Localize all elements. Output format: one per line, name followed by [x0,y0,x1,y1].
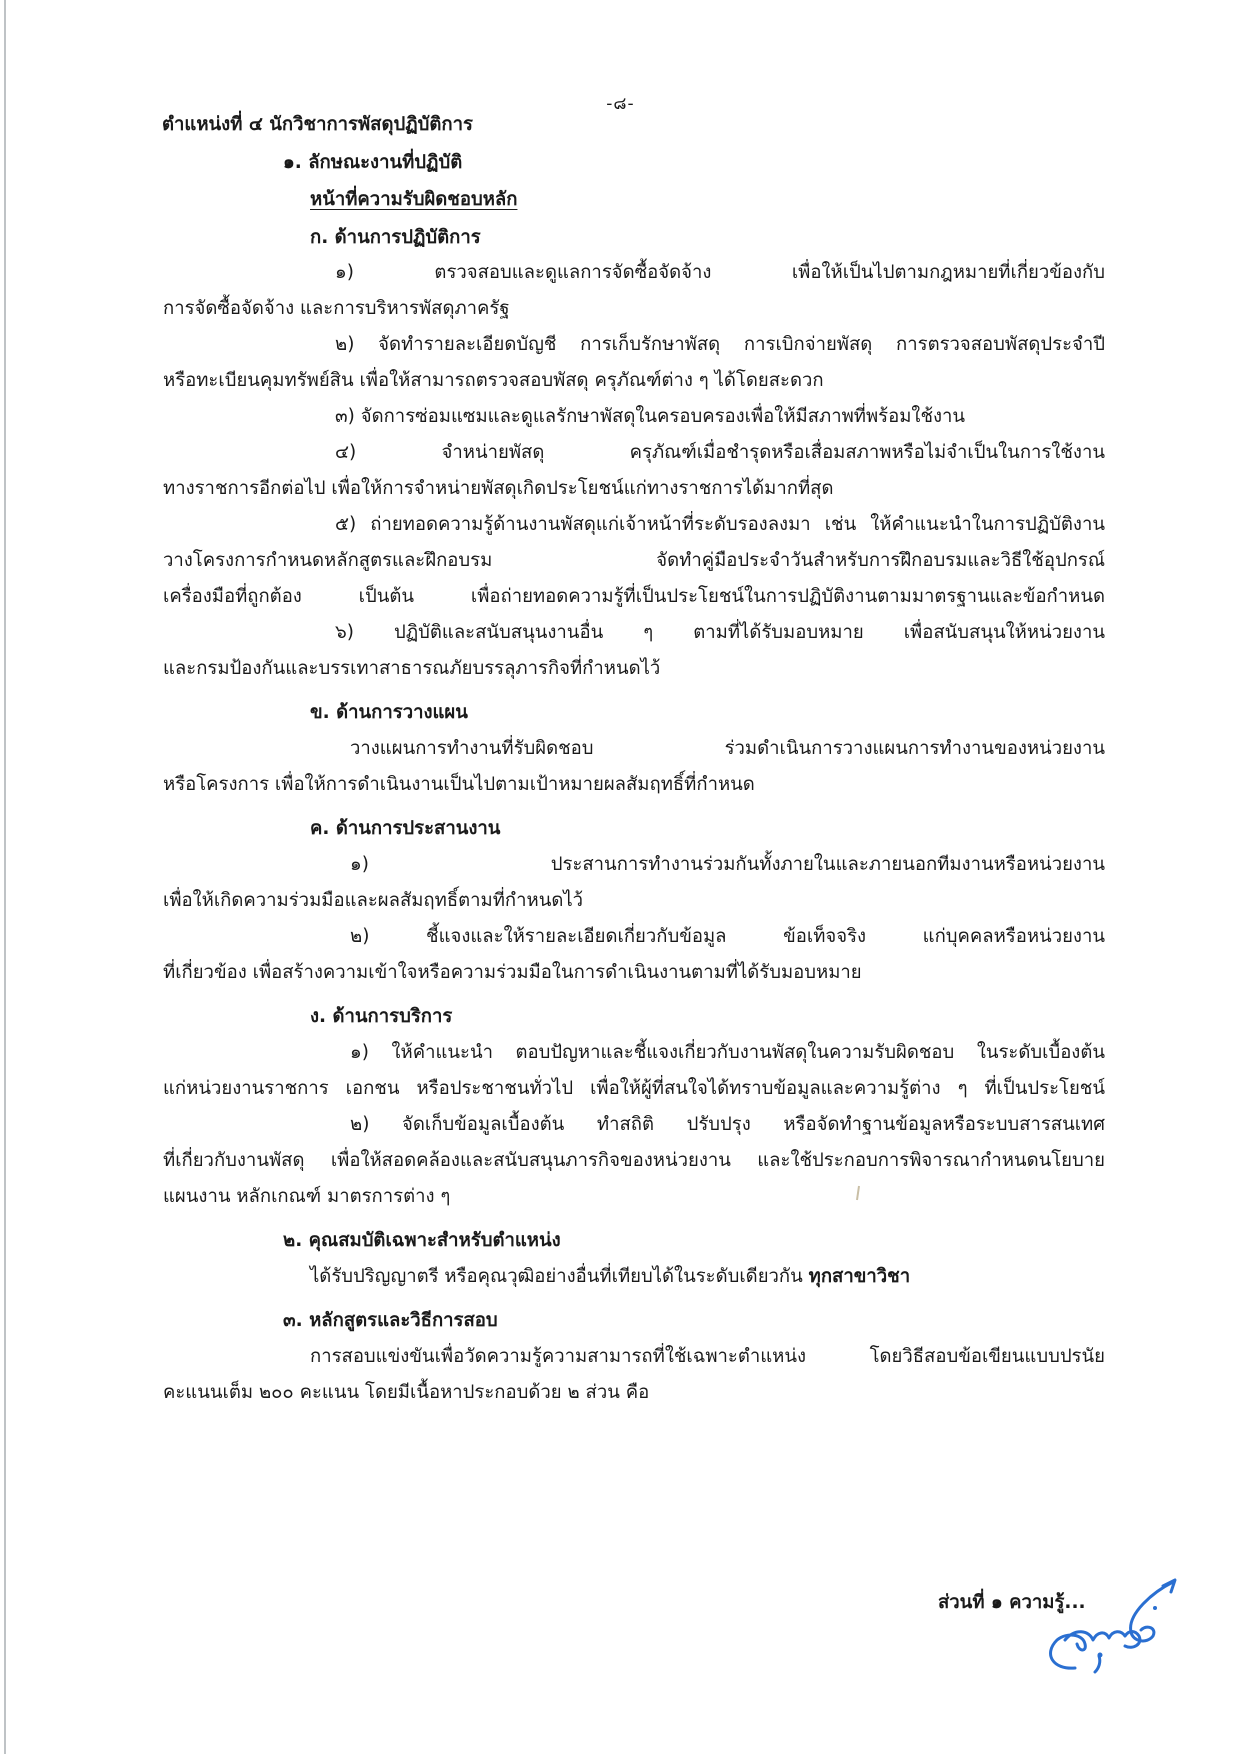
ops-item-5-line-1: ๕) ถ่ายทอดความรู้ด้านงานพัสดุแก่เจ้าหน้าที่ระดับรองลงมา เช่น ให้คำแนะนำในการปฏิบัติงาน [335,514,1105,535]
ops-item-6-line-1: ๖) ปฏิบัติและสนับสนุนงานอื่น ๆ ตามที่ได้รับมอบหมาย เพื่อสนับสนุนให้หน่วยงาน [335,622,1105,643]
ops-item-1-line-1: ๑) ตรวจสอบและดูแลการจัดซื้อจัดจ้าง เพื่อให้เป็นไปตามกฎหมายที่เกี่ยวข้องกับ [335,262,1105,283]
ops-item-3-line-1: ๓) จัดการซ่อมแซมและดูแลรักษาพัสดุในครอบครองเพื่อให้มีสภาพที่พร้อมใช้งาน [335,406,966,427]
service-item-1-line-2: แก่หน่วยงานราชการ เอกชน หรือประชาชนทั่วไป เพื่อให้ผู้ที่สนใจได้ทราบข้อมูลและความรู้ต่าง ๆ ที่เป็นประโยชน์ [163,1078,1105,1099]
qualification-body: ได้รับปริญญาตรี หรือคุณวุฒิอย่างอื่นที่เทียบได้ในระดับเดียวกัน [310,1266,809,1287]
ops-item-2-line-2: หรือทะเบียนคุมทรัพย์สิน เพื่อให้สามารถตรวจสอบพัสดุ ครุภัณฑ์ต่าง ๆ ได้โดยสะดวก [163,370,824,391]
operations-heading: ก. ด้านการปฏิบัติการ [310,227,481,248]
service-item-1-line-1: ๑) ให้คำแนะนำ ตอบปัญหาและชี้แจงเกี่ยวกับงานพัสดุในความรับผิดชอบ ในระดับเบื้องต้น [350,1042,1105,1063]
section-1-heading: ๑. ลักษณะงานที่ปฏิบัติ [283,152,463,173]
planning-heading: ข. ด้านการวางแผน [310,702,468,723]
service-item-2-line-3: แผนงาน หลักเกณฑ์ มาตรการต่าง ๆ [163,1186,451,1207]
ops-item-2-line-1: ๒) จัดทำรายละเอียดบัญชี การเก็บรักษาพัสดุ การเบิกจ่ายพัสดุ การตรวจสอบพัสดุประจำปี [335,334,1105,355]
qualification-text [310,1264,910,1290]
ops-item-5-line-2: วางโครงการกำหนดหลักสูตรและฝึกอบรม จัดทำคู่มือประจำวันสำหรับการฝึกอบรมและวิธีใช้อุปกรณ์ [163,550,1105,571]
coordination-item-2-line-1: ๒) ชี้แจงและให้รายละเอียดเกี่ยวกับข้อมูล ข้อเท็จจริง แก่บุคคลหรือหน่วยงาน [350,926,1105,947]
section-2-heading: ๒. คุณสมบัติเฉพาะสำหรับตำแหน่ง [283,1230,561,1251]
service-item-2-line-2: ที่เกี่ยวกับงานพัสดุ เพื่อให้สอดคล้องและสนับสนุนภารกิจของหน่วยงาน และใช้ประกอบการพิจารณากำหนดนโยบาย [163,1150,1105,1171]
exam-line-2: คะแนนเต็ม ๒๐๐ คะแนน โดยมีเนื้อหาประกอบด้วย ๒ ส่วน คือ [163,1382,650,1403]
service-heading: ง. ด้านการบริการ [310,1006,453,1027]
section-3-heading: ๓. หลักสูตรและวิธีการสอบ [283,1310,498,1331]
ops-item-1-line-2: การจัดซื้อจัดจ้าง และการบริหารพัสดุภาครัฐ [163,298,510,319]
qualification-field: ทุกสาขาวิชา [808,1266,911,1287]
planning-line-2: หรือโครงการ เพื่อให้การดำเนินงานเป็นไปตามเป้าหมายผลสัมฤทธิ์ที่กำหนด [163,774,755,795]
ops-item-4-line-1: ๔) จำหน่ายพัสดุ ครุภัณฑ์เมื่อชำรุดหรือเสื่อมสภาพหรือไม่จำเป็นในการใช้งาน [335,442,1105,463]
coordination-item-1-line-1: ๑) ประสานการทำงานร่วมกันทั้งภายในและภายนอกทีมงานหรือหน่วยงาน [350,854,1105,875]
ops-item-6-line-2: และกรมป้องกันและบรรเทาสาธารณภัยบรรลุภารกิจที่กำหนดไว้ [163,658,661,679]
exam-line-1: การสอบแข่งขันเพื่อวัดความรู้ความสามารถที่ใช้เฉพาะตำแหน่ง โดยวิธีสอบข้อเขียนแบบปรนัย [310,1346,1105,1367]
planning-line-1: วางแผนการทำงานที่รับผิดชอบ ร่วมดำเนินการวางแผนการทำงานของหน่วยงาน [350,738,1105,759]
position-title: ตำแหน่งที่ ๔ นักวิชาการพัสดุปฏิบัติการ [162,114,473,135]
ops-item-5-line-3: เครื่องมือที่ถูกต้อง เป็นต้น เพื่อถ่ายทอดความรู้ที่เป็นประโยชน์ในการปฏิบัติงานตามมาตรฐานและข้อกำหนด [163,586,1105,607]
coordination-item-1-line-2: เพื่อให้เกิดความร่วมมือและผลสัมฤทธิ์ตามที่กำหนดไว้ [163,890,584,911]
stray-mark [855,1185,861,1201]
page-number: -๘- [606,94,635,114]
handwritten-signature-icon [1035,1570,1185,1680]
main-duties-subheading: หน้าที่ความรับผิดชอบหลัก [310,189,518,210]
ops-item-4-line-2: ทางราชการอีกต่อไป เพื่อให้การจำหน่ายพัสดุเกิดประโยชน์แก่ทางราชการได้มากที่สุด [163,478,834,499]
service-item-2-line-1: ๒) จัดเก็บข้อมูลเบื้องต้น ทำสถิติ ปรับปรุง หรือจัดทำฐานข้อมูลหรือระบบสารสนเทศ [350,1114,1105,1135]
continuation-text: ส่วนที่ ๑ ความรู้... [938,1592,1086,1613]
coordination-heading: ค. ด้านการประสานงาน [310,818,501,839]
coordination-item-2-line-2: ที่เกี่ยวข้อง เพื่อสร้างความเข้าใจหรือความร่วมมือในการดำเนินงานตามที่ได้รับมอบหมาย [163,962,862,983]
